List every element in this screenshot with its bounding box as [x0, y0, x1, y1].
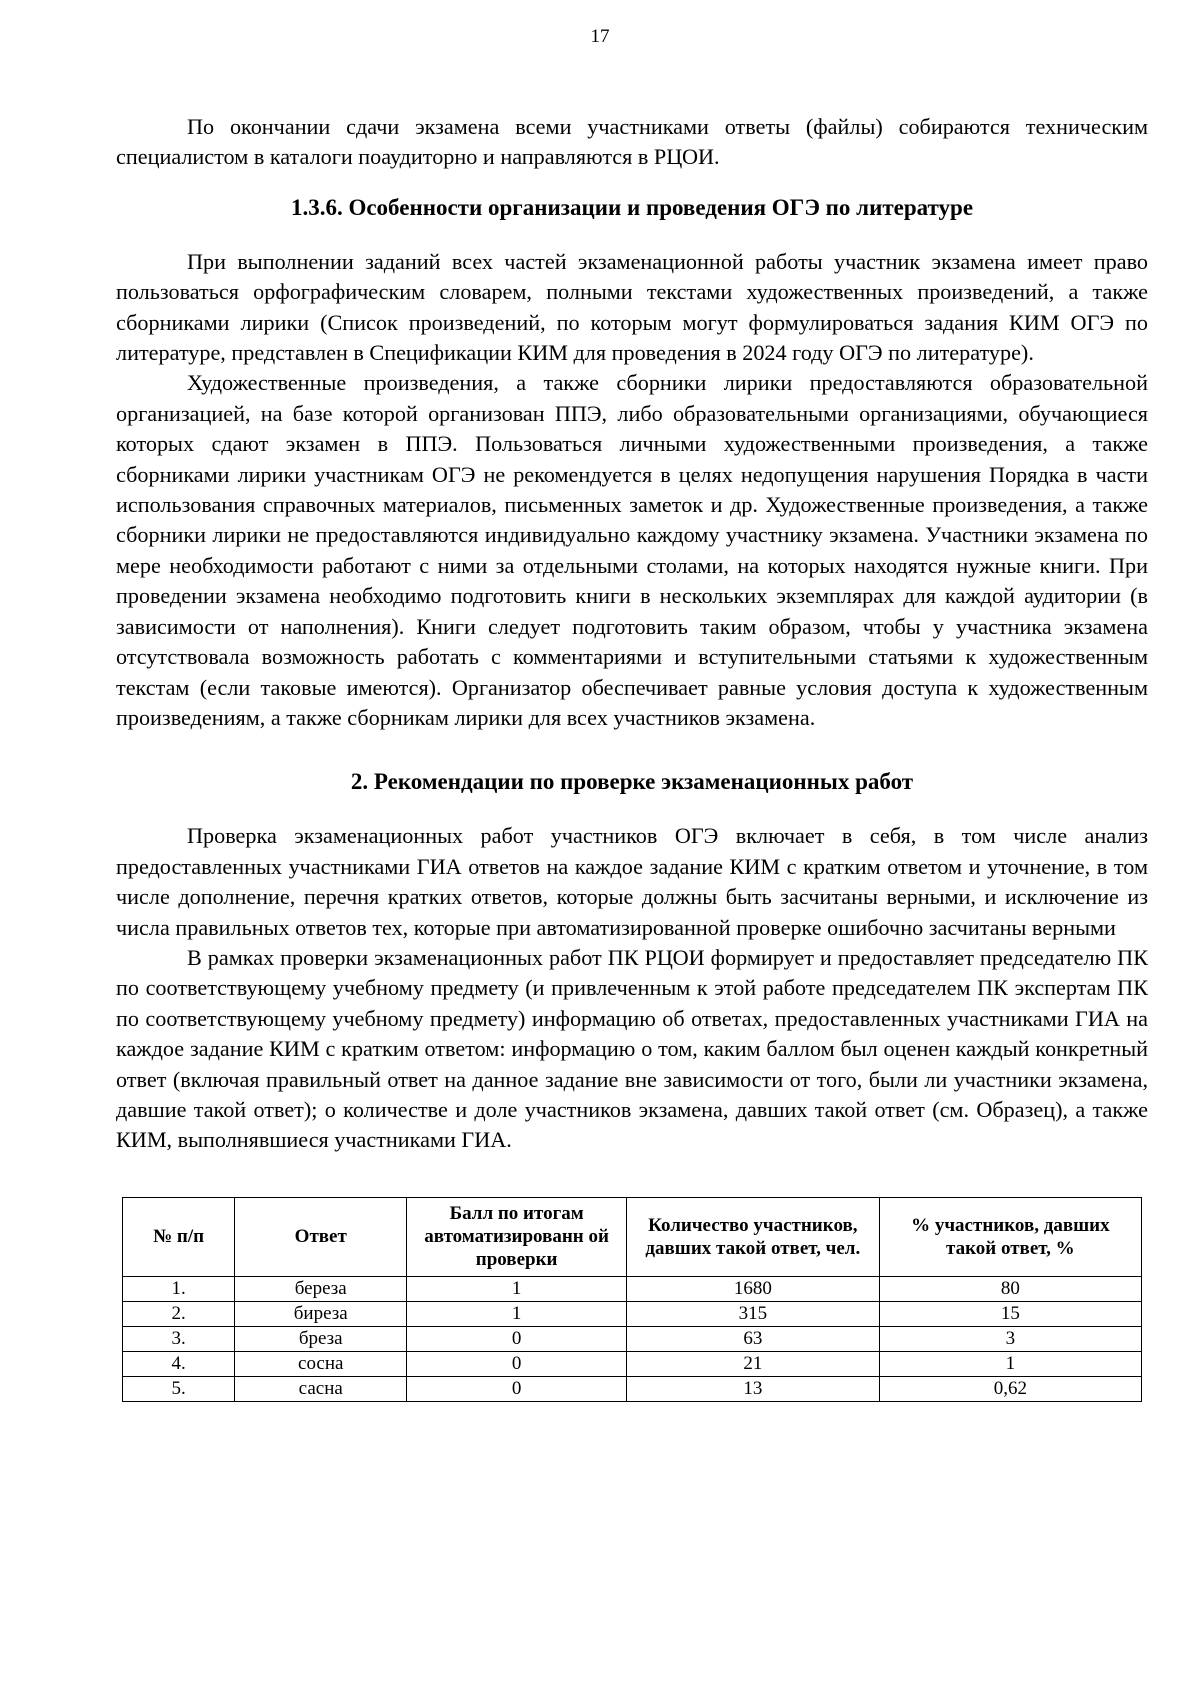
cell-row-number: 2. [123, 1301, 235, 1326]
answers-sample-table [122, 1197, 1142, 1402]
cell-answer: сасна [235, 1376, 407, 1401]
table-row [123, 1301, 1142, 1326]
cell-row-number: 3. [123, 1326, 235, 1351]
header-participant-percent: % участников, давших такой ответ, % [879, 1197, 1141, 1276]
section-heading-recommendations: 2. Рекомендации по проверке экзаменационных работ [350, 769, 914, 795]
cell-participant-count: 1680 [626, 1276, 879, 1301]
cell-row-number: 1. [123, 1276, 235, 1301]
cell-participant-percent: 80 [879, 1276, 1141, 1301]
cell-auto-score: 1 [407, 1276, 627, 1301]
cell-participant-count: 315 [626, 1301, 879, 1326]
cell-answer: биреза [235, 1301, 407, 1326]
table-row [123, 1326, 1142, 1351]
literature-paragraph: Художественные произведения, а также сборники лирики предоставляются образовательной организацией, на базе которой организован ППЭ, либо образовательными организациями, обучающиеся которых сдают экзамен в ППЭ. Пользоваться личными художественными произведения, а также сборниками лирики участникам ОГЭ не рекомендуется в целях недопущения нарушения Порядка в части использования справочных материалов, письменных заметок и др. Художественные произведения, а также сборники лирики не предоставляются индивидуально каждому участнику экзамена. Участники экзамена по мере необходимости работают с ними за отдельными столами, на которых находятся нужные книги. При проведении экзамена необходимо подготовить книги в нескольких экземплярах для каждой аудитории (в зависимости от наполнения). Книги следует подготовить таким образом, чтобы у участника экзамена отсутствовала возможность работать с комментариями и вступительными статьями к художественным текстам (если таковые имеются). Организатор обеспечивает равные условия доступа к художественным произведениям, а также сборникам лирики для всех участников экзамена. [116, 370, 1148, 730]
cell-participant-count: 21 [626, 1351, 879, 1376]
page-content [116, 112, 1148, 1402]
recommendations-paragraph: Проверка экзаменационных работ участников ОГЭ включает в себя, в том числе анализ предоставленных участниками ГИА ответов на каждое задание КИМ с кратким ответом и уточнение, в том числе дополнение, перечня кратких ответов, которые должны быть засчитаны верными, и исключение из числа правильных ответов тех, которые при автоматизированной проверке ошибочно засчитаны верными [116, 823, 1148, 940]
cell-answer: бреза [235, 1326, 407, 1351]
cell-auto-score: 0 [407, 1326, 627, 1351]
cell-answer: береза [235, 1276, 407, 1301]
table-header-row [123, 1197, 1142, 1276]
cell-participant-percent: 0,62 [879, 1376, 1141, 1401]
cell-participant-percent: 1 [879, 1351, 1141, 1376]
cell-participant-percent: 3 [879, 1326, 1141, 1351]
recommendations-paragraph: В рамках проверки экзаменационных работ ПК РЦОИ формирует и предоставляет председателю ПК по соответствующему учебному предмету (и привлеченным к этой работе председателем ПК экспертам ПК по соответствующему учебному предмету) информацию об ответах, предоставленных участниками ГИА на каждое задание КИМ с кратким ответом: информацию о том, каким баллом был оценен каждый конкретный ответ (включая правильный ответ на данное задание вне зависимости от того, были ли участники экзамена, давшие такой ответ); о количестве и доле участников экзамена, давших такой ответ (см. Образец), а также КИМ, выполнявшиеся участниками ГИА. [116, 944, 1148, 1153]
section-heading-literature: 1.3.6. Особенности организации и проведения ОГЭ по литературе [290, 194, 974, 220]
table-row [123, 1276, 1142, 1301]
cell-participant-count: 13 [626, 1376, 879, 1401]
cell-auto-score: 0 [407, 1351, 627, 1376]
cell-participant-percent: 15 [879, 1301, 1141, 1326]
cell-participant-count: 63 [626, 1326, 879, 1351]
cell-auto-score: 0 [407, 1376, 627, 1401]
literature-paragraph: При выполнении заданий всех частей экзаменационной работы участник экзамена имеет право пользоваться орфографическим словарем, полными текстами художественных произведений, а также сборниками лирики (Список произведений, по которым могут формулироваться задания КИМ ОГЭ по литературе, представлен в Спецификации КИМ для проведения в 2024 году ОГЭ по литературе). [116, 248, 1148, 366]
cell-auto-score: 1 [407, 1301, 627, 1326]
header-auto-score: Балл по итогам автоматизированн ой проверки [407, 1197, 627, 1276]
page-number: 17 [590, 26, 610, 47]
table-row [123, 1351, 1142, 1376]
header-participant-count: Количество участников, давших такой ответ, чел. [626, 1197, 879, 1276]
table-row [123, 1376, 1142, 1401]
header-answer: Ответ [235, 1197, 407, 1276]
cell-answer: сосна [235, 1351, 407, 1376]
cell-row-number: 4. [123, 1351, 235, 1376]
header-row-number: № п/п [123, 1197, 235, 1276]
intro-paragraph: По окончании сдачи экзамена всеми участниками ответы (файлы) собираются техническим специалистом в каталоги поаудиторно и направляются в РЦОИ. [116, 114, 1148, 170]
cell-row-number: 5. [123, 1376, 235, 1401]
